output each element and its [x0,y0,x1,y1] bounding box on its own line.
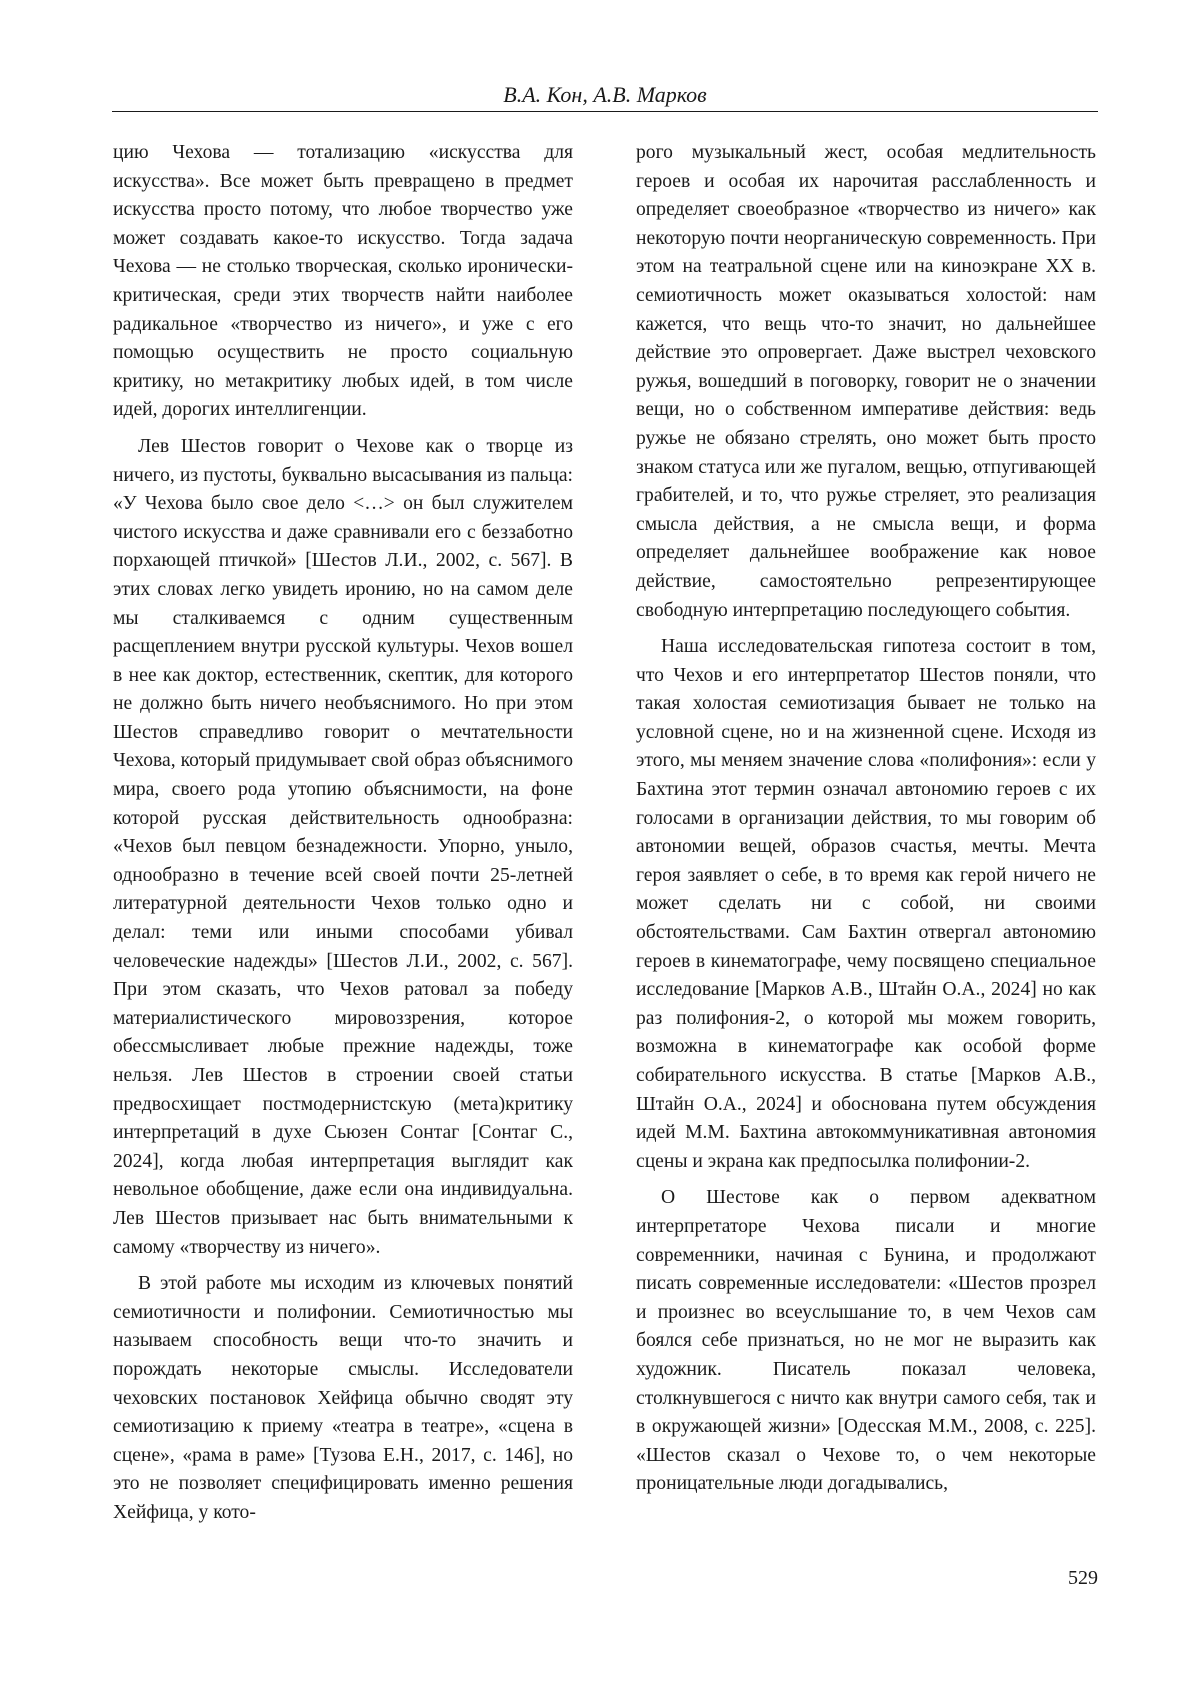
running-header: В.А. Кон, А.В. Марков [112,80,1098,110]
paragraph: рого музыкальный жест, особая медлительность героев и особая их нарочитая расслабленность и определяет своеобразное «творчество из ничего» как некоторую почти неорганическую современность. При этом на театральной сцене или на киноэкране XX в. семиотичность может оказываться холостой: нам кажется, что вещь что-то значит, но дальнейшее действие это опровергает. Даже выстрел чеховского ружья, вошедший в поговорку, говорит не о значении вещи, но о собственном императиве действия: ведь ружье не обязано стрелять, оно может быть просто знаком статуса или же пугалом, вещью, отпугивающей грабителей, и то, что ружье стреляет, это реализация смысла действия, а не смысла вещи, и форма определяет дальнейшее воображение как новое действие, самостоятельно репрезентирующее свободную интерпретацию последующего события. [636,139,1096,625]
header-rule [112,111,1098,112]
paragraph: Лев Шестов говорит о Чехове как о творце из ничего, из пустоты, буквально высасывания из пальца: «У Чехова было свое дело <…> он был служителем чистого искусства и даже сравнивали его с беззаботно порхающей птичкой» [Шестов Л.И., 2002, с. 567]. В этих словах легко увидеть иронию, но на самом деле мы сталкиваемся с одним существенным расщеплением внутри русской культуры. Чехов вошел в нее как доктор, естественник, скептик, для которого не должно быть ничего необъяснимого. Но при этом Шестов справедливо говорит о мечтательности Чехова, который придумывает свой образ объяснимого мира, своего рода утопию объяснимости, на фоне которой русская действительность однообразна: «Чехов был певцом безнадежности. Упорно, уныло, однообразно в течение всей своей почти 25-летней литературной деятельности Чехов только одно и делал: теми или иными способами убивал человеческие надежды» [Шестов Л.И., 2002, с. 567]. При этом сказать, что Чехов ратовал за победу материалистического мировоззрения, которое обессмысливает любые прежние надежды, тоже нельзя. Лев Шестов в строении своей статьи предвосхищает постмодернистскую (мета)критику интерпретаций в духе Сьюзен Сонтаг [Сонтаг С., 2024], когда любая интерпретация выглядит как невольное обобщение, даже если она индивидуальна. Лев Шестов призывает нас быть внимательными к самому «творчеству из ничего». [113,433,573,1262]
right-column [636,139,1096,1507]
page-number: 529 [1068,1565,1098,1591]
paragraph: цию Чехова — тотализацию «искусства для искусства». Все может быть превращено в предмет искусства просто потому, что любое творчество уже может создавать какое-то искусство. Тогда задача Чехова — не столько творческая, сколько иронически-критическая, среди этих творчеств найти наиболее радикальное «творчество из ничего», и уже с его помощью осуществить не просто социальную критику, но метакритику любых идей, в том числе идей, дорогих интеллигенции. [113,139,573,425]
paragraph: О Шестове как о первом адекватном интерпретаторе Чехова писали и многие современники, начиная с Бунина, и продолжают писать современные исследователи: «Шестов прозрел и произнес во всеуслышание то, в чем Чехов сам боялся себе признаться, но не мог не выразить как художник. Писатель показал человека, столкнувшегося с ничто как внутри самого себя, так и в окружающей жизни» [Одесская М.М., 2008, с. 225]. «Шестов сказал о Чехове то, о чем некоторые проницательные люди догадывались, [636,1184,1096,1499]
left-column [113,139,573,1536]
paragraph: Наша исследовательская гипотеза состоит в том, что Чехов и его интерпретатор Шестов поняли, что такая холостая семиотизация бывает не только на условной сцене, но и на жизненной сцене. Исходя из этого, мы меняем значение слова «полифония»: если у Бахтина этот термин означал автономию героев с их голосами в организации действия, то мы говорим об автономии вещей, образов счастья, мечты. Мечта героя заявляет о себе, в то время как герой ничего не может сделать ни с собой, ни своими обстоятельствами. Сам Бахтин отвергал автономию героев в кинематографе, чему посвящено специальное исследование [Марков А.В., Штайн О.А., 2024] но как раз полифония-2, о которой мы можем говорить, возможна в кинематографе как особой форме собирательного искусства. В статье [Марков А.В., Штайн О.А., 2024] и обоснована путем обсуждения идей М.М. Бахтина автокоммуникативная автономия сцены и экрана как предпосылка полифонии-2. [636,633,1096,1176]
paragraph: В этой работе мы исходим из ключевых понятий семиотичности и полифонии. Семиотичностью мы называем способность вещи что-то значить и порождать некоторые смыслы. Исследователи чеховских постановок Хейфица обычно сводят эту семиотизацию к приему «театра в театре», «сцена в сцене», «рама в раме» [Тузова Е.Н., 2017, с. 146], но это не позволяет специфицировать именно решения Хейфица, у кото- [113,1270,573,1527]
